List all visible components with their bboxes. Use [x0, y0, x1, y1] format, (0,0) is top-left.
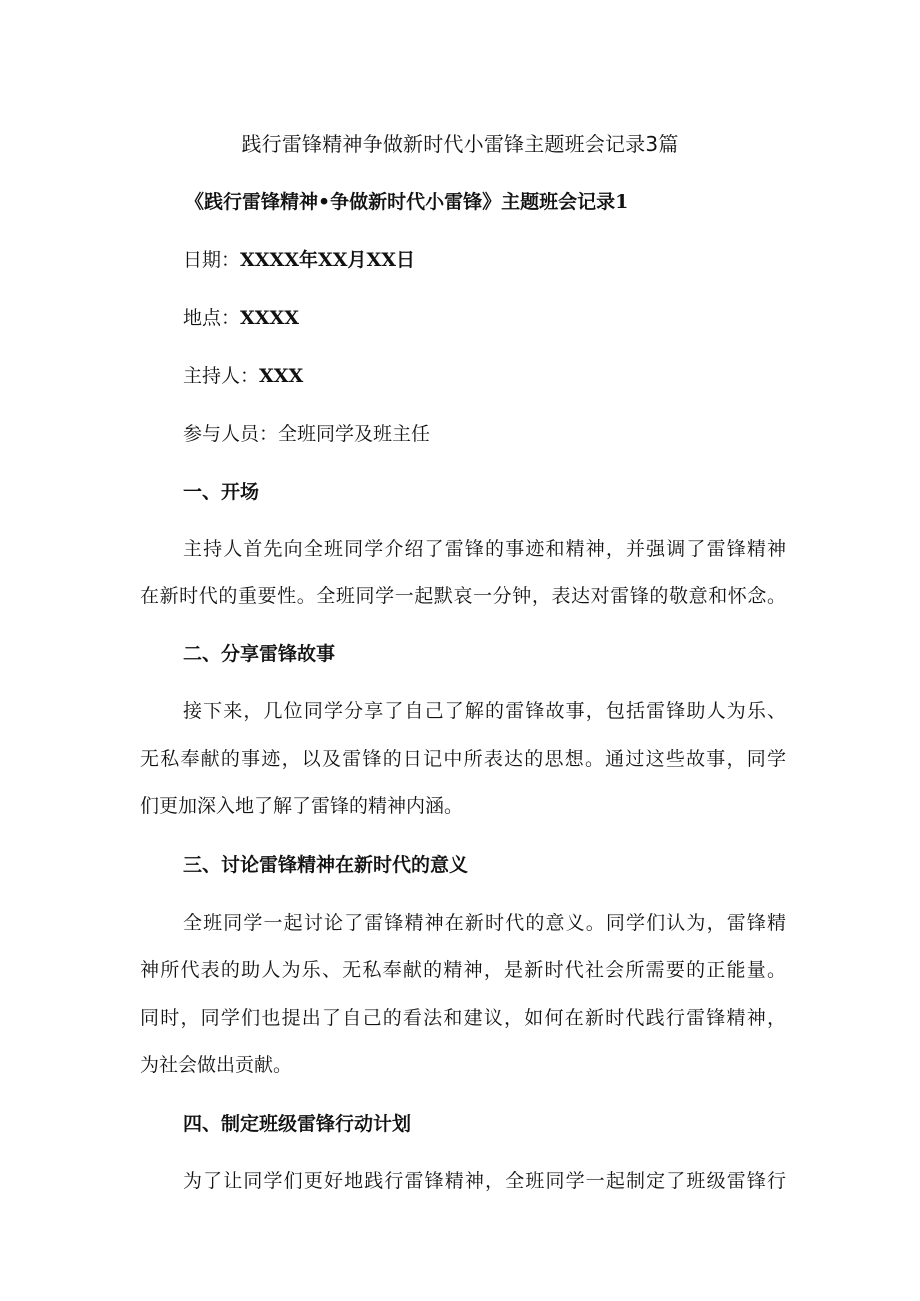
paragraph-line: 在新时代的重要性。全班同学一起默哀一分钟，表达对雷锋的敬意和怀念。	[140, 585, 786, 607]
place-value: XXXX	[240, 307, 299, 329]
paragraph-line: 为社会做出贡献。	[140, 1054, 293, 1076]
paragraph-line: 全班同学一起讨论了雷锋精神在新时代的意义。同学们认为，雷锋精	[183, 912, 786, 934]
attendees-label: 参与人员：	[183, 423, 279, 445]
paragraph-line: 接下来，几位同学分享了自己了解的雷锋故事，包括雷锋助人为乐、	[183, 700, 786, 722]
section-heading-discussion: 三、讨论雷锋精神在新时代的意义	[183, 854, 469, 876]
paragraph-line: 为了让同学们更好地践行雷锋精神，全班同学一起制定了班级雷锋行	[183, 1170, 786, 1192]
paragraph-line: 神所代表的助人为乐、无私奉献的精神，是新时代社会所需要的正能量。	[140, 959, 786, 981]
paragraph-line: 同时，同学们也提出了自己的看法和建议，如何在新时代践行雷锋精神，	[140, 1007, 786, 1029]
paragraph-line: 无私奉献的事迹，以及雷锋的日记中所表达的思想。通过这些故事，同学	[140, 748, 786, 770]
date-value: XXXX年XX月XX日	[240, 249, 415, 271]
paragraph-line: 主持人首先向全班同学介绍了雷锋的事迹和精神，并强调了雷锋精神	[183, 538, 786, 560]
place-field	[183, 306, 299, 330]
section-heading-opening: 一、开场	[183, 481, 260, 503]
host-field	[183, 364, 303, 388]
section-heading-action-plan: 四、制定班级雷锋行动计划	[183, 1113, 412, 1135]
date-field	[183, 248, 415, 272]
document-title: 践行雷锋精神争做新时代小雷锋主题班会记录3篇	[241, 132, 679, 156]
place-label: 地点：	[183, 307, 241, 329]
record-subtitle: 《践行雷锋精神•争做新时代小雷锋》主题班会记录1	[185, 191, 629, 213]
date-label: 日期：	[183, 249, 241, 271]
host-label: 主持人：	[183, 365, 260, 387]
host-value: XXX	[259, 365, 304, 387]
section-heading-stories: 二、分享雷锋故事	[183, 643, 336, 665]
attendees-field	[183, 422, 430, 446]
attendees-value: 全班同学及班主任	[278, 423, 431, 445]
paragraph-line: 们更加深入地了解了雷锋的精神内涵。	[140, 795, 464, 817]
